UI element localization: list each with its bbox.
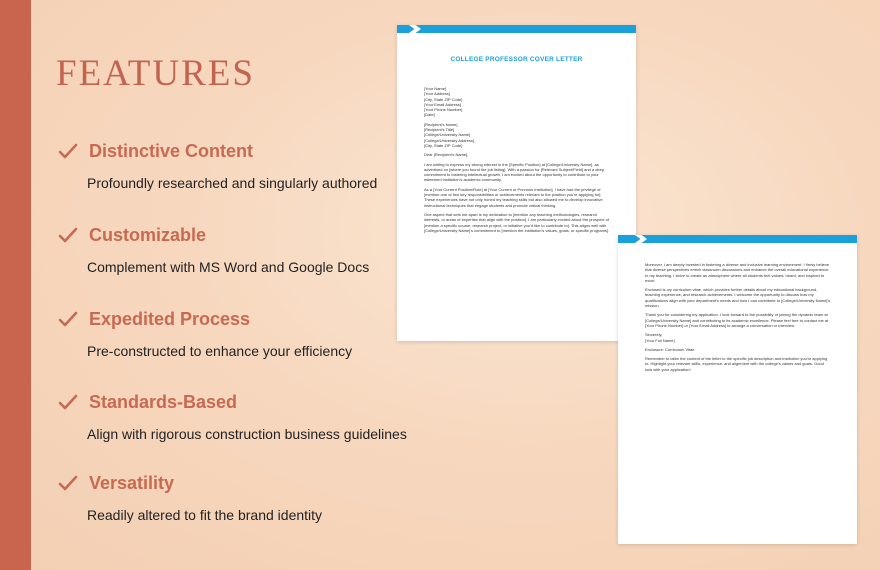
checkmark-icon xyxy=(58,227,78,245)
cover-letter-page-2 xyxy=(618,235,857,544)
document-title: COLLEGE PROFESSOR COVER LETTER xyxy=(450,56,583,63)
address-line: [Your Name] xyxy=(424,86,447,91)
address-line: [College/University Address] xyxy=(424,137,475,143)
paragraph: Remember to tailor the content of the letter to the specific job description and institution you're applying to. Highlight your relevant skills, experience, and alignment with the college's values and goals. Good luck with your application! xyxy=(645,356,828,372)
paragraph: Moreover, I am deeply invested in fostering a diverse and inclusive learning environment. I firmly believe that diverse perspectives enrich classroom discussions and enhance the overall educational experience. In my teaching, I strive to create an atmosphere where all students feel valued, heard, and inspired to excel. xyxy=(645,262,830,283)
paragraph: Thank you for considering my application. I look forward to the possibility of joining the dynamic team at [College/University Name] and contributing to its academic excellence. Please feel free to contact me at [Your Phone Number] or [Your Email Address] to arrange a conversation or interview. xyxy=(645,312,829,328)
address-line: [Recipient's Title] xyxy=(424,127,455,133)
accent-sidebar-bar xyxy=(0,0,31,570)
checkmark-icon xyxy=(58,311,78,329)
feature-name: Standards-Based xyxy=(89,392,238,412)
address-line: [City, State ZIP Code] xyxy=(424,142,463,148)
feature-name: Versatility xyxy=(89,473,175,493)
recipient-block xyxy=(424,122,610,148)
closing: Sincerely, xyxy=(645,332,663,338)
page-title: FEATURES xyxy=(56,53,255,94)
address-line: [Your Phone Number] xyxy=(424,107,463,113)
sender-block xyxy=(424,86,610,118)
salutation: Dear [Recipient's Name], xyxy=(424,152,469,158)
address-line: [Date] xyxy=(424,112,435,118)
closing-block xyxy=(645,332,831,343)
address-line: [Your Email Address] xyxy=(424,101,461,107)
paragraph: I am writing to express my strong interest in the [Specific Position] at [College/University Name], as advertised on [where you found the job listing]. With a passion for [Relevant Subject/Field] and a deep commitment to fostering intellectual growth, I am excited about the opportunity to contribute to your esteemed institution's academic community. xyxy=(424,161,605,183)
paragraph: As a [Your Current Position/Role] at [Your Current or Previous Institution], I have had the privilege of [mention one or two key responsibilities or achievements relevant to the position you're applying for]. These experiences have not only honed my teaching skills but also allowed me to develop innovative instructional techniques that engage students and promote critical thinking. xyxy=(424,186,603,208)
feature-description: Complement with MS Word and Google Docs xyxy=(87,259,370,275)
feature-name: Distinctive Content xyxy=(89,141,254,161)
checkmark-icon xyxy=(58,394,78,412)
address-line: [College/University Name] xyxy=(424,132,471,138)
address-line: [Your Address] xyxy=(424,91,450,97)
feature-name: Customizable xyxy=(89,225,207,245)
feature-description: Align with rigorous construction business guidelines xyxy=(87,426,407,442)
header-band xyxy=(618,235,857,243)
feature-description: Profoundly researched and singularly authored xyxy=(87,175,378,191)
paragraph: Enclosed is my curriculum vitae, which provides further details about my educational background, teaching experience, and research achievements. I welcome the opportunity to discuss how my qualifications align with your department's needs and how I can contribute to [College/University Name]'s mission. xyxy=(645,287,831,309)
cover-letter-page-1 xyxy=(397,25,636,341)
letter-body-1 xyxy=(424,86,610,237)
address-line: [City, State ZIP Code] xyxy=(424,96,463,102)
signature-name: [Your Full Name] xyxy=(645,337,675,343)
feature-description: Readily altered to fit the brand identity xyxy=(87,507,323,523)
letter-body-2 xyxy=(645,262,831,376)
feature-name: Expedited Process xyxy=(89,309,251,329)
enclosure: Enclosure: Curriculum Vitae xyxy=(645,346,695,352)
feature-description: Pre-constructed to enhance your efficiency xyxy=(87,343,353,359)
header-band xyxy=(397,25,636,33)
checkmark-icon xyxy=(58,475,78,493)
checkmark-icon xyxy=(58,143,78,161)
paragraph: One aspect that sets me apart is my dedication to [mention any teaching methodologies, research interests, or areas of expertise that align with the position]. I am particularly excited about the prospect of [mention a specific course, research project, or initiative you'd like to contribute to]. This aligns well with [College/University Name]'s commitment to [mention the institution's values, goals, or specific programs]. xyxy=(424,211,610,233)
address-line: [Recipient's Name] xyxy=(424,121,458,127)
